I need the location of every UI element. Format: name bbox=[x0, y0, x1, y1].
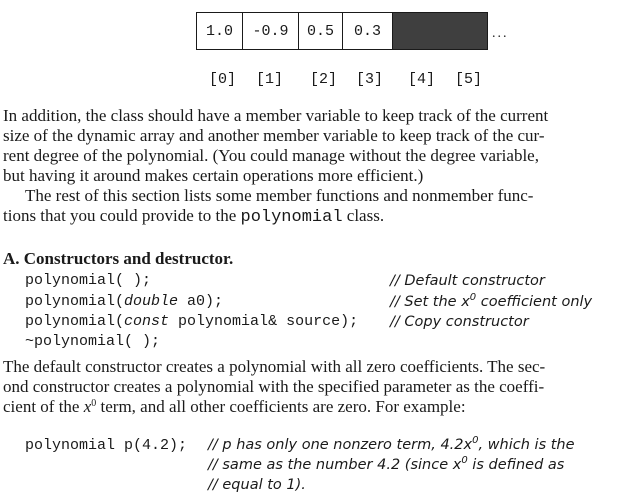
text-line: tions that you could provide to the polynomial class. bbox=[3, 206, 385, 227]
code-line: ~polynomial( ); bbox=[25, 333, 161, 350]
array-cell: 0.3 bbox=[342, 12, 392, 50]
code-comment: // equal to 1). bbox=[208, 477, 306, 493]
code-line: polynomial( ); bbox=[25, 272, 152, 289]
array-cell: 0.5 bbox=[298, 12, 342, 50]
array-index: [4] bbox=[408, 71, 436, 88]
section-heading: A. Constructors and destructor. bbox=[3, 249, 234, 268]
array-index: [1] bbox=[256, 71, 284, 88]
paragraph-member-variables bbox=[3, 106, 613, 186]
text-line: The rest of this section lists some member functions and nonmember func- bbox=[25, 186, 534, 205]
code-comment: // same as the number 4.2 (since $x^0$ is defined as bbox=[208, 455, 565, 473]
code-comment: // p has only one nonzero term, $4.2x^0$, which is the bbox=[208, 435, 575, 453]
inline-code: polynomial bbox=[240, 208, 343, 227]
array-unused-region bbox=[392, 12, 488, 50]
array-index: [2] bbox=[310, 71, 338, 88]
paragraph-default-constructor bbox=[3, 357, 613, 417]
code-comment: // Copy constructor bbox=[390, 314, 529, 330]
text-line: but having it around makes certain operations more efficient.) bbox=[3, 166, 424, 185]
array-ellipsis: ... bbox=[492, 26, 509, 41]
text-line: The default constructor creates a polynomial with all zero coefficients. The sec- bbox=[3, 357, 546, 376]
text-line: cient of the $x^0$ term, and all other coefficients are zero. For example: bbox=[3, 397, 466, 416]
text-line: In addition, the class should have a member variable to keep track of the current bbox=[3, 106, 549, 125]
array-index: [3] bbox=[356, 71, 384, 88]
array-index: [0] bbox=[209, 71, 237, 88]
array-cell: -0.9 bbox=[242, 12, 298, 50]
text-line: rent degree of the polynomial. (You could manage without the degree variable, bbox=[3, 146, 539, 165]
code-line: polynomial(const polynomial& source); bbox=[25, 313, 359, 330]
text-line: size of the dynamic array and another member variable to keep track of the cur- bbox=[3, 126, 545, 145]
code-comment: // Set the $x^0$ coefficient only bbox=[390, 292, 593, 310]
code-line: polynomial p(4.2); bbox=[25, 437, 188, 454]
paragraph-section-intro bbox=[3, 186, 613, 228]
text-line: ond constructor creates a polynomial with the specified parameter as the coeffi- bbox=[3, 377, 545, 396]
array-index: [5] bbox=[455, 71, 483, 88]
code-line: polynomial(double a0); bbox=[25, 293, 224, 310]
array-cell: 1.0 bbox=[196, 12, 242, 50]
code-comment: // Default constructor bbox=[390, 273, 545, 289]
